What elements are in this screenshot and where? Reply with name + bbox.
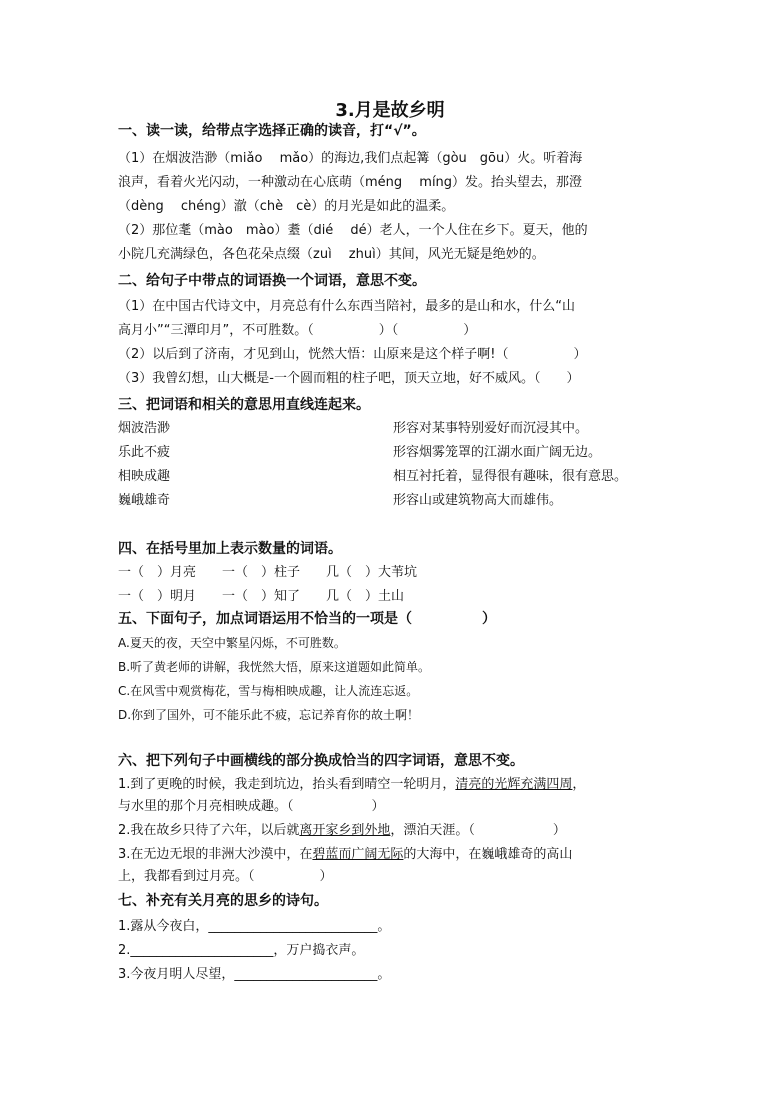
match-word: 烟波浩渺 [118,421,171,436]
quantity-row: 一（ ）月亮 一（ ）柱子 几（ ）大苇坑 [118,565,418,580]
match-meaning: 形容对某事特别爱好而沉浸其中。 [393,421,589,436]
poem-line: 2.______________________，万户捣衣声。 [118,943,365,958]
s2-line: （2）以后到了济南，才见到山，恍然大悟：山原来是这个样子啊!（ ） [118,347,587,362]
s1-line: （2）那位耄（mào mào）耋（dié dé）老人，一个人住在乡下。夏天，他的 [118,223,588,238]
match-row [118,468,628,486]
choice-option-d: D.你到了国外，可不能乐此不疲，忘记养育你的故土啊！ [118,708,420,722]
match-row [118,492,563,510]
section-2-heading: 二、给句子中带点的词语换一个词语，意思不变。 [118,273,426,289]
match-word: 乐此不疲 [118,445,171,460]
s6-line: 与水里的那个月亮相映成趣。（ ） [118,799,385,814]
s1-line: （1）在烟波浩渺（miǎo mǎo）的海边,我们点起篝（gòu gōu）火。听着海 [118,151,583,166]
s2-line: 高月小”“三潭印月”，不可胜数。（ ）（ ） [118,323,477,338]
poem-line: 1.露从今夜白，__________________________。 [118,919,391,934]
match-meaning: 相互衬托着，显得很有趣味，很有意思。 [393,469,628,484]
underlined-phrase: 离开家乡到外地 [299,823,391,838]
s2-line: （1）在中国古代诗文中，月亮总有什么东西当陪衬，最多的是山和水，什么“山 [118,299,576,314]
choice-option-c: C.在风雪中观赏梅花，雪与梅相映成趣，让人流连忘返。 [118,684,419,698]
s6-line: 2.我在故乡只待了六年，以后就离开家乡到外地，漂泊天涯。（ ） [118,823,566,838]
section-1-heading: 一、读一读，给带点字选择正确的读音，打“√”。 [118,123,426,139]
section-7-heading: 七、补充有关月亮的思乡的诗句。 [118,893,328,909]
choice-option-b: B.听了黄老师的讲解，我恍然大悟，原来这道题如此简单。 [118,660,431,674]
section-3-heading: 三、把词语和相关的意思用直线连起来。 [118,397,370,413]
s6-line: 1.到了更晚的时候，我走到坑边，抬头看到晴空一轮明月，清亮的光辉充满四周， [118,777,586,792]
quantity-row: 一（ ）明月 一（ ）知了 几（ ）土山 [118,589,405,604]
s2-line: （3）我曾幻想，山大概是-一个圆而粗的柱子吧，顶天立地，好不威风。（ ） [118,371,580,386]
s1-line: （dèng chéng）澈（chè cè）的月光是如此的温柔。 [118,199,455,214]
choice-option-a: A.夏天的夜，天空中繁星闪烁，不可胜数。 [118,636,346,650]
underlined-phrase: 清亮的光辉充满四周 [455,777,573,792]
section-4-heading: 四、在括号里加上表示数量的词语。 [118,541,342,557]
section-5-heading: 五、下面句子，加点词语运用不恰当的一项是（ ） [118,611,496,627]
match-row [118,444,602,462]
s6-line: 上，我都看到过月亮。（ ） [118,869,333,884]
match-meaning: 形容山或建筑物高大而雄伟。 [393,493,563,508]
match-word: 巍峨雄奇 [118,493,171,508]
underlined-phrase: 碧蓝而广阔无际 [312,847,404,862]
match-row [118,420,589,438]
s1-line: 浪声，看着火光闪动，一种激动在心底萌（méng míng）发。抬头望去，那澄 [118,175,583,190]
poem-line: 3.今夜月明人尽望，______________________。 [118,967,391,982]
s6-line: 3.在无边无垠的非洲大沙漠中，在碧蓝而广阔无际的大海中，在巍峨雄奇的高山 [118,847,573,862]
match-meaning: 形容烟雾笼罩的江湖水面广阔无边。 [393,445,602,460]
match-word: 相映成趣 [118,469,171,484]
page-title: 3.月是故乡明 [335,100,445,121]
s1-line: 小院几充满绿色，各色花朵点缀（zuì zhuì）其间，风光无疑是绝妙的。 [118,247,545,262]
section-6-heading: 六、把下列句子中画横线的部分换成恰当的四字词语，意思不变。 [118,753,524,769]
